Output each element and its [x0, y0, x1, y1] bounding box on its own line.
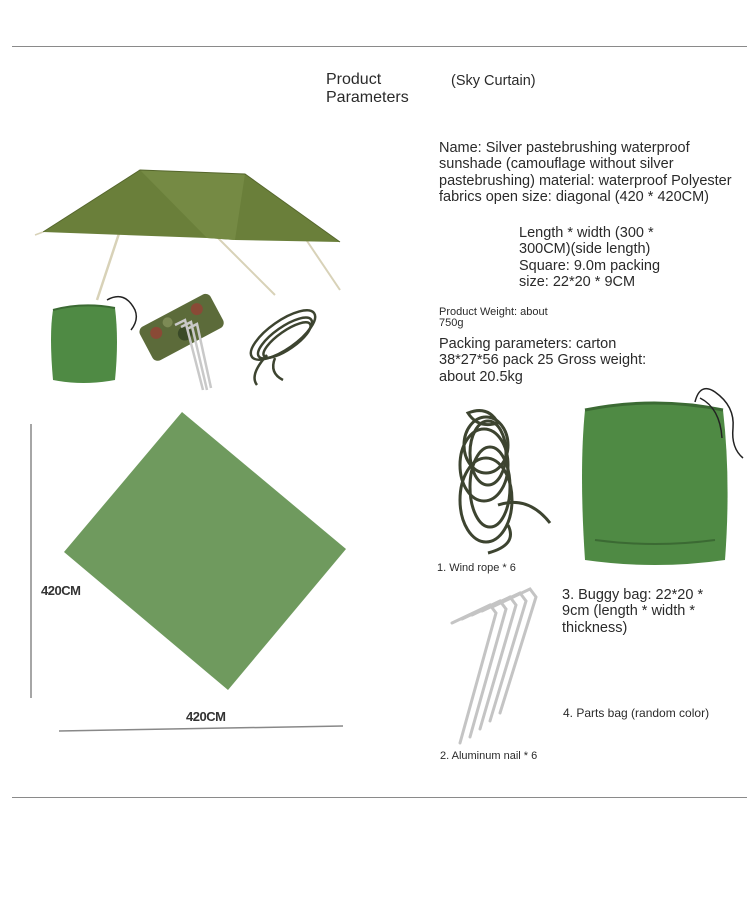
top-divider: [12, 46, 747, 47]
spec-weight: Product Weight: about 750g: [439, 306, 548, 329]
tarp-sheet-shape: [64, 412, 346, 690]
aluminum-nails-photo: [448, 585, 548, 750]
wind-rope-photo: [448, 405, 558, 555]
tarp-size-diagram: [25, 410, 355, 740]
spec-dimensions: Length * width (300 * 300CM)(side length) Square: 9.0m packing size: 22*20 * 9CM: [519, 225, 661, 291]
parts-bag-label: 4. Parts bag (random color): [563, 706, 710, 720]
spec-name-material: Name: Silver pastebrushing waterproof sunshade (camouflage without silver pastebrushing) material: waterproof Polyester fabrics open size: diagonal (420 * 420CM): [439, 140, 732, 206]
wind-rope-label: 1. Wind rope * 6: [437, 562, 516, 574]
spec-packing: Packing parameters: carton 38*27*56 pack 25 Gross weight: about 20.5kg: [439, 336, 647, 385]
page-title: Product Parameters: [326, 71, 409, 107]
page-subtitle: (Sky Curtain): [451, 73, 536, 89]
aluminum-nail-label: 2. Aluminum nail * 6: [440, 750, 538, 762]
buggy-bag-photo: [575, 380, 749, 565]
height-dimension-label: 420CM: [41, 583, 81, 598]
bottom-divider: [12, 797, 747, 798]
buggy-bag-label: 3. Buggy bag: 22*20 * 9cm (length * width * thickness): [562, 587, 704, 636]
width-dimension-label: 420CM: [186, 709, 226, 724]
tarp-setup-illustration: [35, 160, 355, 410]
